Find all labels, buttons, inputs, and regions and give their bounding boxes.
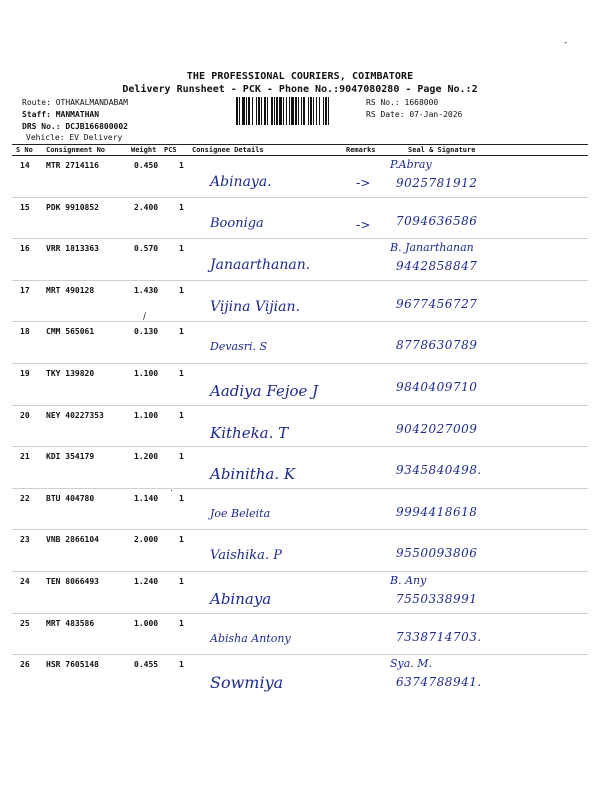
row-consignment-no: NEY 40227353 [46, 410, 104, 420]
consignee-handwriting: Vaishika. P [210, 548, 282, 564]
row-pcs: 1 [179, 618, 184, 628]
row-sno: 26 [20, 660, 30, 670]
table-row [0, 614, 600, 655]
signature-handwriting: B. Janarthanan [390, 241, 474, 255]
remarks-arrow: -> [356, 176, 371, 190]
col-pcs: PCS [164, 146, 177, 154]
consignee-handwriting: Sowmiya [210, 673, 284, 693]
row-consignment-no: MRT 490128 [46, 285, 95, 295]
runsheet-title: Delivery Runsheet - PCK - Phone No.:9047080280 - Page No.:2 [122, 84, 478, 95]
row-weight: 1.100 [134, 410, 159, 420]
phone-handwriting: 9677456727 [396, 296, 478, 311]
drs-label: DRS No.: DCJB166800002 [22, 122, 128, 131]
row-sno: 18 [20, 327, 30, 337]
consignee-handwriting: Joe Beleita [210, 506, 271, 520]
table-row [0, 281, 600, 322]
row-sno: 25 [20, 618, 30, 628]
phone-handwriting: 7550338991 [396, 592, 478, 606]
table-row [0, 239, 600, 280]
consignee-handwriting: Abinaya. [210, 174, 272, 190]
row-consignment-no: PDK 9910852 [46, 202, 99, 212]
staff-label: Staff: MANMATHAN [22, 110, 100, 119]
row-consignment-no: TEN 8066493 [46, 577, 99, 586]
remarks-arrow: -> [356, 217, 371, 232]
consignee-handwriting: Kitheka. T [210, 423, 289, 442]
row-pcs: 1 [179, 577, 184, 586]
table-row [0, 322, 600, 363]
table-row [0, 406, 600, 447]
phone-handwriting: 7094636586 [396, 213, 478, 228]
col-remarks: Remarks [346, 146, 376, 154]
row-weight: 2.000 [134, 535, 159, 545]
table-row [0, 156, 600, 197]
row-consignment-no: VNB 2866104 [46, 535, 99, 545]
row-pcs: 1 [179, 410, 184, 420]
table-row [0, 364, 600, 405]
row-sno: 23 [20, 535, 30, 545]
row-consignment-no: KDI 354179 [46, 452, 95, 462]
col-sno: S No [16, 146, 33, 154]
margin-mark: - [564, 38, 568, 48]
row-sno: 22 [20, 493, 30, 503]
signature-handwriting: P.Abray [390, 158, 432, 171]
row-consignment-no: MRT 483586 [46, 618, 95, 628]
row-consignment-no: TKY 139820 [46, 369, 95, 378]
row-sno: 20 [20, 410, 30, 420]
col-seal-signature: Seal & Signature [408, 146, 476, 154]
rs-number: RS No.: 1668000 [366, 98, 439, 107]
row-consignment-no: CMM 565061 [46, 327, 95, 337]
row-weight: 1.200 [134, 452, 159, 462]
barcode [236, 97, 362, 125]
table-row [0, 572, 600, 613]
row-sno: 16 [20, 244, 30, 254]
consignee-handwriting: Abinaya [210, 590, 272, 608]
consignee-handwriting: Abinitha. K [210, 465, 296, 484]
row-sno: 14 [20, 161, 30, 170]
col-consignment: Consignment No [46, 146, 106, 154]
signature-handwriting: B. Any [390, 574, 427, 587]
row-weight: 1.100 [134, 369, 159, 378]
row-weight: 1.430 [134, 285, 159, 295]
phone-handwriting: 6374788941. [396, 675, 482, 690]
header-top-rule [12, 144, 588, 145]
phone-handwriting: 9042027009 [396, 421, 478, 436]
row-pcs: 1 [179, 369, 184, 378]
row-weight: 2.400 [134, 202, 159, 212]
row-pcs: 1 [179, 327, 184, 337]
row-pcs: 1 [179, 535, 184, 545]
row-pcs: 1 [179, 493, 184, 503]
phone-handwriting: 9345840498. [396, 463, 482, 478]
consignee-handwriting: Vijina Vijian. [210, 298, 300, 315]
row-sno: 17 [20, 285, 30, 295]
phone-handwriting: 8778630789 [396, 338, 478, 353]
consignee-handwriting: Aadiya Fejoe J [210, 382, 319, 400]
row-sno: 19 [20, 369, 30, 378]
row-consignment-no: MTR 2714116 [46, 161, 99, 170]
phone-handwriting: 9442858847 [396, 259, 478, 274]
phone-handwriting: 9840409710 [396, 380, 478, 394]
table-row [0, 655, 600, 696]
row-consignment-no: VRR 1813363 [46, 244, 99, 254]
row-pcs: 1 [179, 244, 184, 254]
consignee-handwriting: Booniga [210, 215, 264, 231]
row-weight: 0.455 [134, 660, 159, 670]
row-pcs: 1 [179, 161, 184, 170]
row-sno: 15 [20, 202, 30, 212]
consignee-handwriting: Janaarthanan. [210, 257, 311, 274]
row-weight: 1.140 [134, 493, 159, 503]
route-label: Route: OTHAKALMANDABAM [22, 98, 128, 107]
row-pcs: 1 [179, 660, 184, 670]
row-pcs: 1 [179, 285, 184, 295]
row-consignment-no: HSR 7605148 [46, 660, 99, 670]
row-pcs: 1 [179, 452, 184, 462]
stray-mark: / [143, 312, 147, 322]
consignee-handwriting: Abisha Antony [210, 631, 291, 645]
row-pcs: 1 [179, 202, 184, 212]
col-consignee: Consignee Details [192, 146, 264, 154]
col-weight: Weight [131, 146, 157, 154]
row-weight: 0.450 [134, 161, 159, 170]
table-row [0, 447, 600, 488]
rs-date: RS Date: 07-Jan-2026 [366, 110, 463, 119]
row-weight: 1.240 [134, 577, 159, 586]
signature-handwriting: Sya. M. [390, 657, 433, 671]
phone-handwriting: 9994418618 [396, 504, 478, 519]
phone-handwriting: 9550093806 [396, 546, 478, 561]
row-weight: 1.000 [134, 618, 159, 628]
row-consignment-no: BTU 404780 [46, 493, 95, 503]
row-weight: 0.570 [134, 244, 159, 254]
table-row [0, 489, 600, 530]
row-sno: 24 [20, 577, 30, 586]
row-sno: 21 [20, 452, 30, 462]
row-weight: 0.130 [134, 327, 159, 337]
stray-mark: . [170, 484, 173, 494]
table-row [0, 198, 600, 239]
phone-handwriting: 7338714703. [396, 629, 482, 644]
table-row [0, 530, 600, 571]
consignee-handwriting: Devasri. S [210, 340, 268, 354]
vehicle-label: Vehicle: EV Delivery [26, 133, 123, 142]
company-title: THE PROFESSIONAL COURIERS, COIMBATORE [186, 71, 414, 82]
phone-handwriting: 9025781912 [396, 176, 478, 190]
